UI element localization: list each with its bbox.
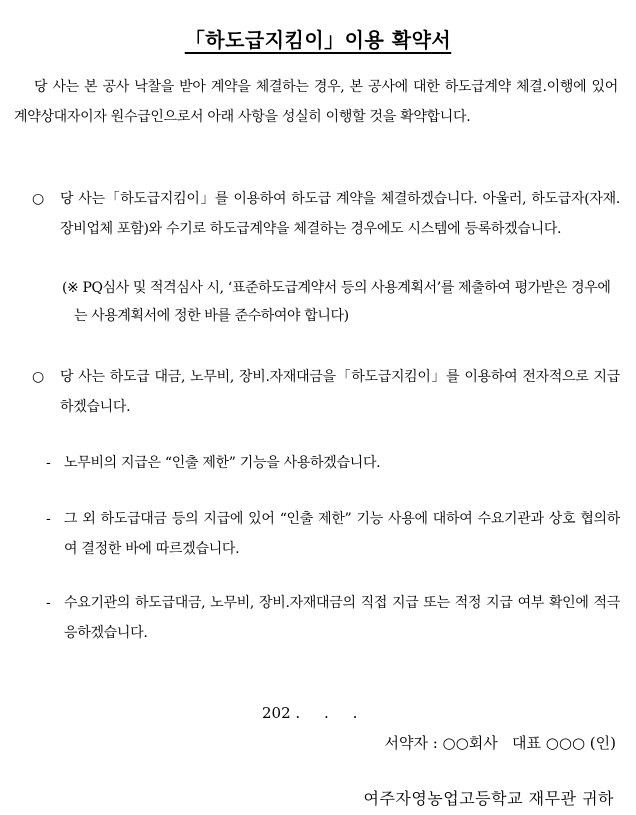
sub-item [46, 588, 620, 648]
dash-bullet: - [46, 511, 51, 527]
pledge-item-2 [32, 362, 620, 422]
signer-line: 서약자 : ○○회사 대표 ○○○ (인) [384, 734, 616, 752]
circle-bullet-icon: ○ [32, 191, 44, 207]
sub-item-text: 수요기관의 하도급대금, 노무비, 장비.자재대금의 직접 지급 또는 적정 지급 여부 확인에 적극 응하겠습니다. [64, 595, 620, 641]
document-title [0, 24, 636, 53]
document-title-text: 「하도급지킴이」이용 확약서 [184, 28, 452, 52]
sub-item [46, 448, 620, 478]
pledge-item-1-note [62, 274, 618, 330]
circle-bullet-icon: ○ [32, 369, 44, 385]
pledge-item-1 [32, 184, 620, 244]
pledge-item-2-text: 당 사는 하도급 대금, 노무비, 장비.자재대금을「하도급지킴이」를 이용하여 전자적으로 지급하겠습니다. [60, 369, 620, 415]
date-line: 202 . . . [262, 704, 358, 722]
sub-item-text: 노무비의 지급은 “인출 제한” 기능을 사용하겠습니다. [64, 455, 381, 471]
dash-bullet: - [46, 595, 51, 611]
sub-item-text: 그 외 하도급대금 등의 지급에 있어 “인출 제한” 기능 사용에 대하여 수요기관과 상호 협의하여 결정한 바에 따르겠습니다. [64, 511, 620, 557]
pledge-item-1-note-text: (※ PQ심사 및 적격심사 시, ‘표준하도급계약서 등의 사용계획서’를 제출하여 평가받은 경우에는 사용계획서에 정한 바를 준수하여야 합니다) [62, 280, 611, 324]
addressee: 여주자영농업고등학교 재무관 귀하 [363, 789, 614, 808]
intro-paragraph: 당 사는 본 공사 낙찰을 받아 계약을 체결하는 경우, 본 공사에 대한 하도급계약 체결.이행에 있어 계약상대자이자 원수급인으로서 아래 사항을 성실히 이행할 것을 확약합니다. [14, 79, 618, 125]
dash-bullet: - [46, 455, 51, 471]
sub-item [46, 504, 620, 564]
pledge-item-1-text: 당 사는「하도급지킴이」를 이용하여 하도급 계약을 체결하겠습니다. 아울러, 하도급자(자재.장비업체 포함)와 수기로 하도급계약을 체결하는 경우에도 시스템에 등록하겠습니다. [60, 191, 620, 237]
